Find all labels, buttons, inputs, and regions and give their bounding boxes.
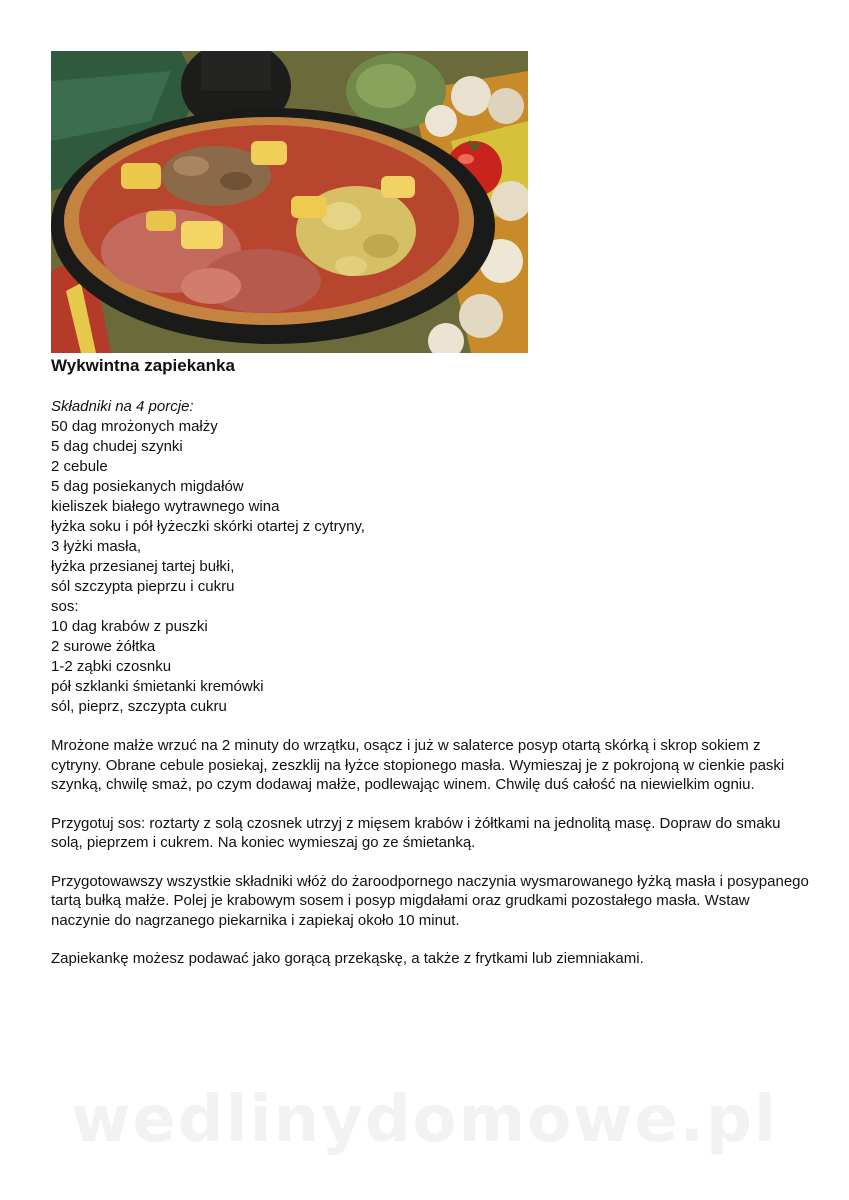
ingredient-item: łyżka przesianej tartej bułki,: [51, 558, 235, 575]
ingredient-item: 5 dag posiekanych migdałów: [51, 478, 244, 495]
ingredients-heading: Składniki na 4 porcje:: [51, 398, 194, 415]
ingredient-item: kieliszek białego wytrawnego wina: [51, 498, 280, 515]
ingredients-list: [51, 397, 751, 717]
instruction-paragraph: Zapiekankę możesz podawać jako gorącą przekąskę, a także z frytkami lub ziemniakami.: [51, 950, 644, 967]
ingredient-item: łyżka soku i pół łyżeczki skórki otartej z cytryny,: [51, 518, 365, 535]
instruction-paragraph: Przygotuj sos: roztarty z solą czosnek utrzyj z mięsem krabów i żółtkami na jednolitą masę. Dopraw do smaku solą, pieprzem i cukrem. Na koniec wymieszaj go ze śmietanką.: [51, 814, 781, 851]
pizza-image: [51, 51, 528, 353]
recipe-photo: [51, 51, 528, 353]
ingredient-item: 1-2 ząbki czosnku: [51, 658, 172, 675]
recipe-instructions: [51, 736, 811, 988]
ingredient-item: 5 dag chudej szynki: [51, 438, 183, 455]
ingredient-item: sól, pieprz, szczypta cukru: [51, 698, 227, 715]
instruction-paragraph: Mrożone małże wrzuć na 2 minuty do wrzątku, osącz i już w salaterce posyp otartą skórką i skrop sokiem z cytryny. Obrane cebule posiekaj, zeszklij na łyżce stopionego masła. Wymieszaj je z pokrojoną w cienkie paski szynką, chwilę smaż, po czym dodawaj małże, podlewając winem. Chwilę duś całość na niewielkim ogniu.: [51, 737, 785, 793]
ingredient-item: 2 cebule: [51, 458, 108, 475]
recipe-title: Wykwintna zapiekanka: [51, 356, 235, 375]
ingredient-item: pół szklanki śmietanki kremówki: [51, 678, 264, 695]
watermark: wedlinydomowe.pl: [71, 1083, 778, 1157]
instruction-paragraph: Przygotowawszy wszystkie składniki włóż do żaroodpornego naczynia wysmarowanego łyżką masła i posypanego tartą bułką małże. Polej je krabowym sosem i posyp migdałami oraz grudkami pozostałego masła. Wstaw naczynie do nagrzanego piekarnika i zapiekaj około 10 minut.: [51, 872, 809, 929]
ingredient-item: sos:: [51, 598, 79, 615]
ingredient-item: 3 łyżki masła,: [51, 538, 142, 555]
ingredient-item: 2 surowe żółtka: [51, 638, 156, 655]
ingredient-item: sól szczypta pieprzu i cukru: [51, 578, 235, 595]
ingredient-item: 10 dag krabów z puszki: [51, 618, 208, 635]
ingredient-item: 50 dag mrożonych małży: [51, 418, 218, 435]
